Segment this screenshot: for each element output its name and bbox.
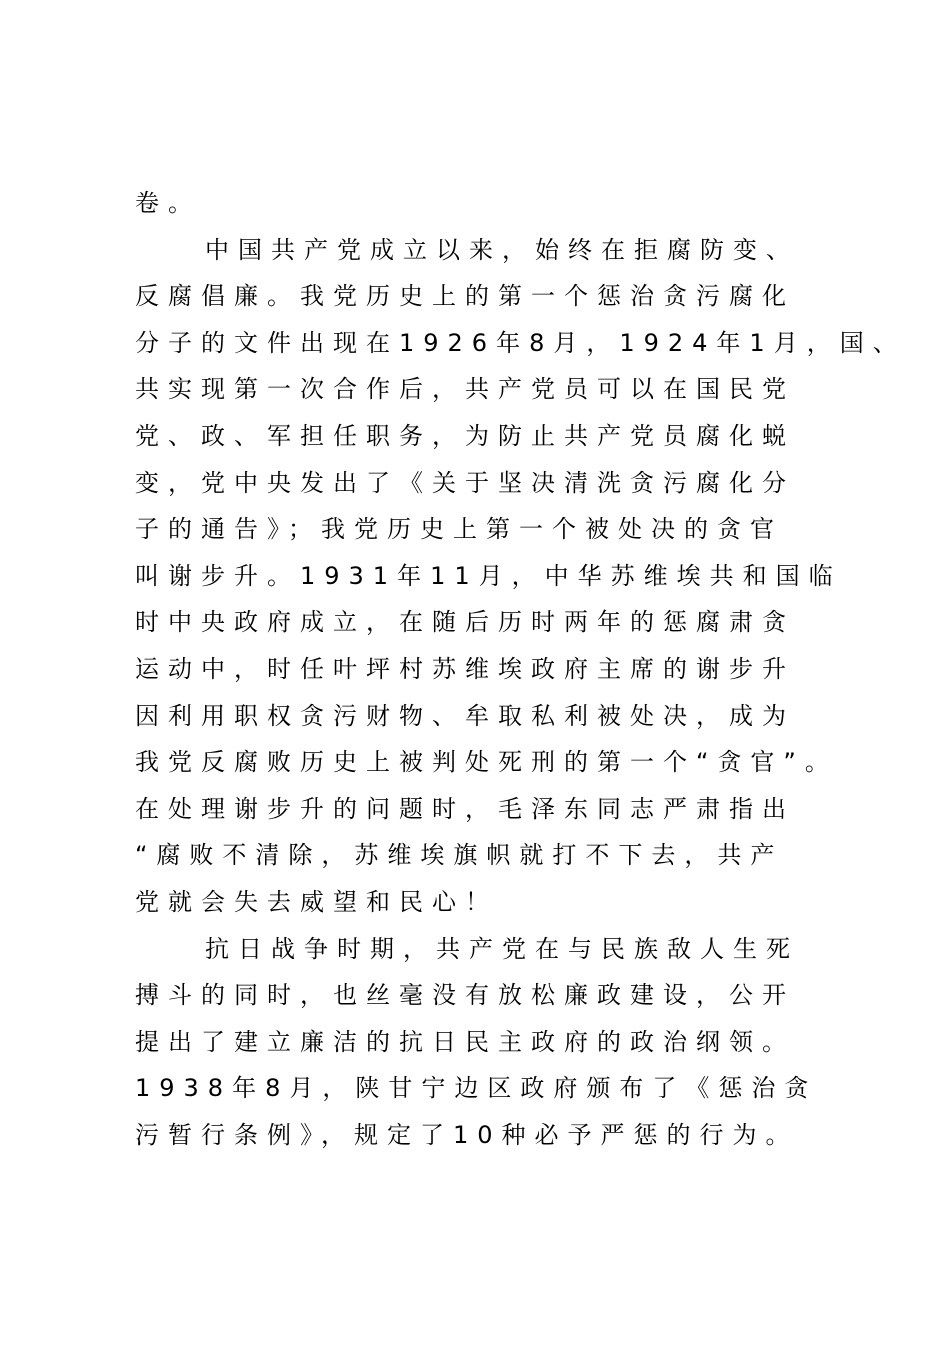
text-line: “腐败不清除，苏维埃旗帜就打不下去，共产 — [135, 841, 784, 870]
text-line: 我党反腐败历史上被判处死刑的第一个“贪官”。 — [135, 748, 838, 777]
document-body — [135, 180, 906, 1158]
text-line: 污暂行条例》，规定了10种必予严惩的行为。 — [135, 1120, 799, 1149]
text-line: 子的通告》；我党历史上第一个被处决的贪官 — [135, 515, 783, 544]
text-line: 在处理谢步升的问题时，毛泽东同志严肃指出 — [135, 794, 795, 823]
text-line: 因利用职权贪污财物、牟取私利被处决，成为 — [135, 701, 795, 730]
text-line: 反腐倡廉。我党历史上的第一个惩治贪污腐化 — [135, 282, 795, 311]
text-line: 分子的文件出现在1926年8月，1924年1月，国、 — [135, 328, 906, 357]
text-line: 党就会失去威望和民心！ — [135, 887, 498, 916]
paragraph-first-line: 抗日战争时期，共产党在与民族敌人生死 — [205, 934, 799, 963]
text-line: 共实现第一次合作后，共产党员可以在国民党 — [135, 375, 795, 404]
text-line: 卷。 — [135, 189, 201, 217]
text-line: 时中央政府成立，在随后历时两年的惩腐肃贪 — [135, 608, 795, 637]
text-line: 运动中，时任叶坪村苏维埃政府主席的谢步升 — [135, 654, 795, 683]
text-line: 叫谢步升。1931年11月，中华苏维埃共和国临 — [135, 561, 842, 590]
text-line: 搏斗的同时，也丝毫没有放松廉政建设，公开 — [135, 981, 795, 1010]
text-line: 变，党中央发出了《关于坚决清洗贪污腐化分 — [135, 468, 795, 497]
text-line: 提出了建立廉洁的抗日民主政府的政治纲领。 — [135, 1027, 795, 1056]
paragraph-first-line: 中国共产党成立以来，始终在拒腐防变、 — [205, 235, 799, 264]
text-line: 1938年8月，陕甘宁边区政府颁布了《惩治贪 — [135, 1074, 818, 1103]
text-line: 党、政、军担任职务，为防止共产党员腐化蜕 — [135, 421, 795, 450]
